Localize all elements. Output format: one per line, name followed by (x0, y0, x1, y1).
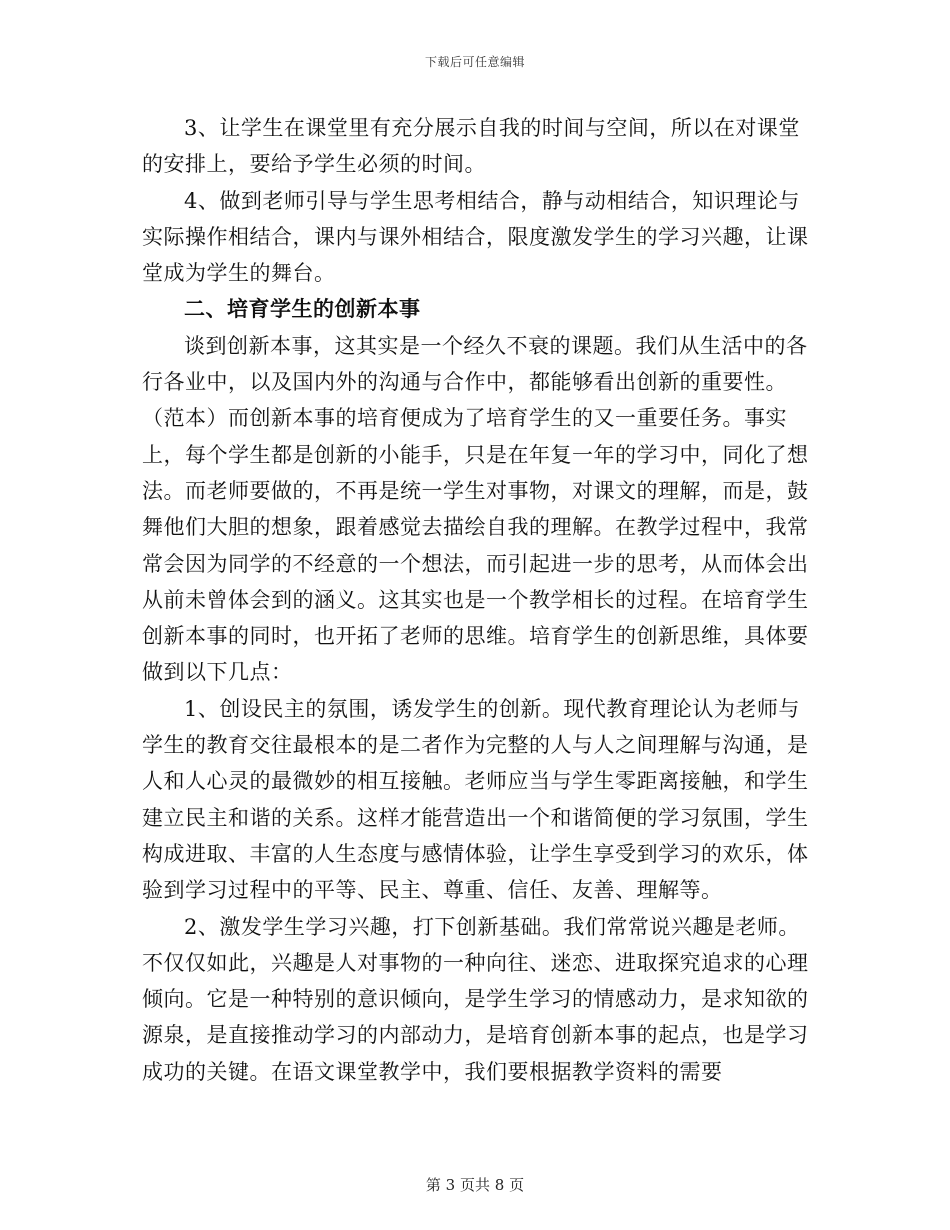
page-footer: 第 3 页共 8 页 (425, 1176, 525, 1194)
paragraph-point-1: 1、创设民主的氛围，诱发学生的创新。现代教育理论认为老师与学生的教育交往最根本的是二者作为完整的人与人之间理解与沟通，是人和人心灵的最微妙的相互接触。老师应当与学生零距离接触，和学生建立民主和谐的关系。这样才能营造出一个和谐简便的学习氛围，学生构成进取、丰富的人生态度与感情体验，让学生享受到学习的欢乐，体验到学习过程中的平等、民主、尊重、信任、友善、理解等。 (142, 696, 809, 903)
paragraph-point-2: 2、激发学生学习兴趣，打下创新基础。我们常常说兴趣是老师。不仅仅如此，兴趣是人对事物的一种向往、迷恋、进取探究追求的心理倾向。它是一种特别的意识倾向，是学生学习的情感动力，是求知欲的源泉，是直接推动学习的内部动力，是培育创新本事的起点，也是学习成功的关键。在语文课堂教学中，我们要根据教学资料的需要 (142, 914, 809, 1084)
paragraph-innovation-intro: 谈到创新本事，这其实是一个经久不衰的课题。我们从生活中的各行各业中，以及国内外的沟通与合作中，都能够看出创新的重要性。（范本）而创新本事的培育便成为了培育学生的又一重要任务。事实上，每个学生都是创新的小能手，只是在年复一年的学习中，同化了想法。而老师要做的，不再是统一学生对事物，对课文的理解，而是，鼓舞他们大胆的想象，跟着感觉去描绘自我的理解。在教学过程中，我常常会因为同学的不经意的一个想法，而引起进一步的思考，从而体会出从前未曾体会到的涵义。这其实也是一个教学相长的过程。在培育学生创新本事的同时，也开拓了老师的思维。培育学生的创新思维，具体要做到以下几点： (142, 333, 809, 685)
paragraph-item-3: 3、让学生在课堂里有充分展示自我的时间与空间，所以在对课堂的安排上，要给予学生必须的时间。 (142, 116, 800, 177)
section-heading: 二、培育学生的创新本事 (184, 296, 421, 322)
document-body (142, 110, 810, 1090)
page-header: 下载后可任意编辑 (424, 55, 525, 69)
paragraph-item-4: 4、做到老师引导与学生思考相结合，静与动相结合，知识理论与实际操作相结合，课内与课外相结合，限度激发学生的学习兴趣，让课堂成为学生的舞台。 (142, 188, 809, 286)
